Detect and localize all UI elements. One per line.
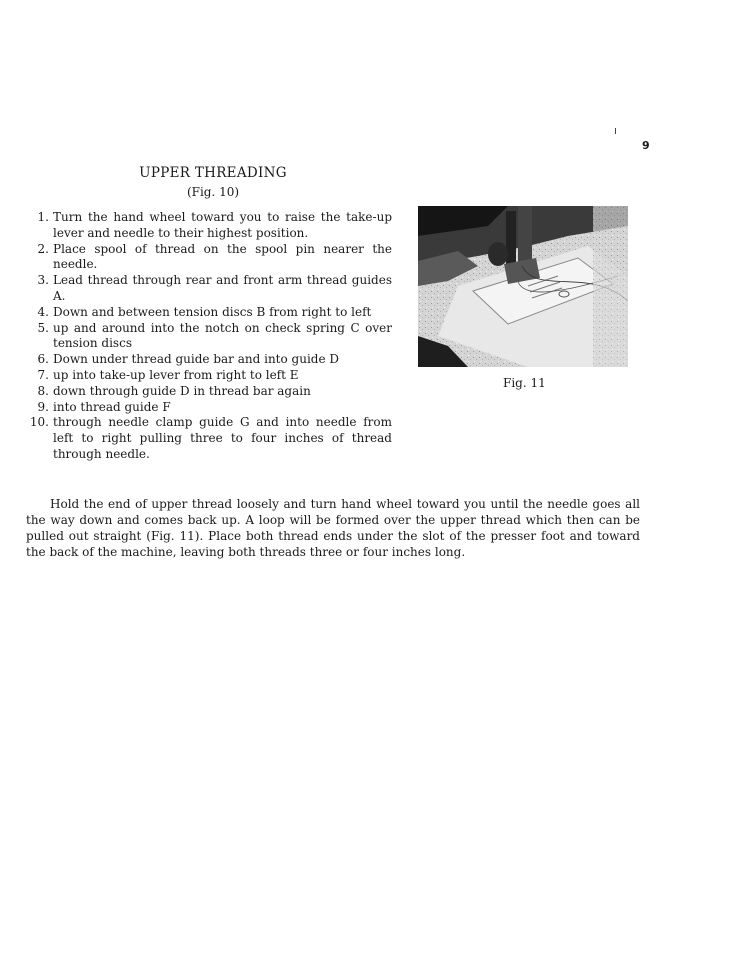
step-number: 5.	[37, 320, 49, 335]
step-number: 9.	[37, 399, 49, 414]
page-number: 9	[642, 139, 650, 152]
step-item	[26, 352, 392, 368]
step-item	[26, 415, 392, 462]
step-number: 1.	[37, 210, 49, 224]
threading-steps	[26, 210, 392, 463]
sewing-machine-photo	[418, 206, 628, 367]
step-text: through needle clamp guide G and into needle from left to right pulling three to four inches of thread through needle.	[53, 415, 392, 461]
step-item	[26, 400, 392, 416]
step-text: up into take-up lever from right to left E	[53, 367, 299, 382]
step-number: 7.	[37, 367, 49, 382]
step-item	[26, 384, 392, 400]
step-number: 10.	[29, 415, 49, 430]
step-item	[26, 321, 392, 353]
step-text: down through guide D in thread bar again	[53, 383, 311, 398]
step-text: Down and between tension discs B from right to left	[53, 304, 372, 319]
step-number: 4.	[37, 304, 49, 319]
section-title: UPPER THREADING	[139, 165, 287, 181]
body-paragraph: Hold the end of upper thread loosely and turn hand wheel toward you until the needle goes all the way down and comes back up. A loop will be formed over the upper thread which then can be pulled out straight (Fig. 11). Place both thread ends under the slot of the presser foot and toward the back of the machine, leaving both threads three or four inches long.	[26, 497, 640, 559]
step-number: 6.	[37, 352, 49, 367]
step-item	[26, 210, 392, 242]
step-item	[26, 273, 392, 305]
step-number: 2.	[37, 241, 49, 256]
step-text: Place spool of thread on the spool pin nearer the needle.	[53, 241, 392, 272]
step-text: into thread guide F	[53, 399, 171, 414]
step-text: Lead thread through rear and front arm thread guides A.	[53, 273, 392, 303]
section-subtitle: (Fig. 10)	[186, 185, 240, 199]
step-item	[26, 305, 392, 321]
step-item	[26, 242, 392, 274]
figure-caption: Fig. 11	[503, 376, 546, 390]
step-text: Down under thread guide bar and into guide D	[53, 352, 339, 367]
step-number: 3.	[37, 273, 49, 288]
step-item	[26, 368, 392, 384]
step-text: Turn the hand wheel toward you to raise the take-up lever and needle to their highest position.	[53, 210, 392, 240]
margin-mark	[615, 128, 616, 134]
step-number: 8.	[37, 383, 49, 398]
step-text: up and around into the notch on check spring C over tension discs	[53, 320, 392, 351]
